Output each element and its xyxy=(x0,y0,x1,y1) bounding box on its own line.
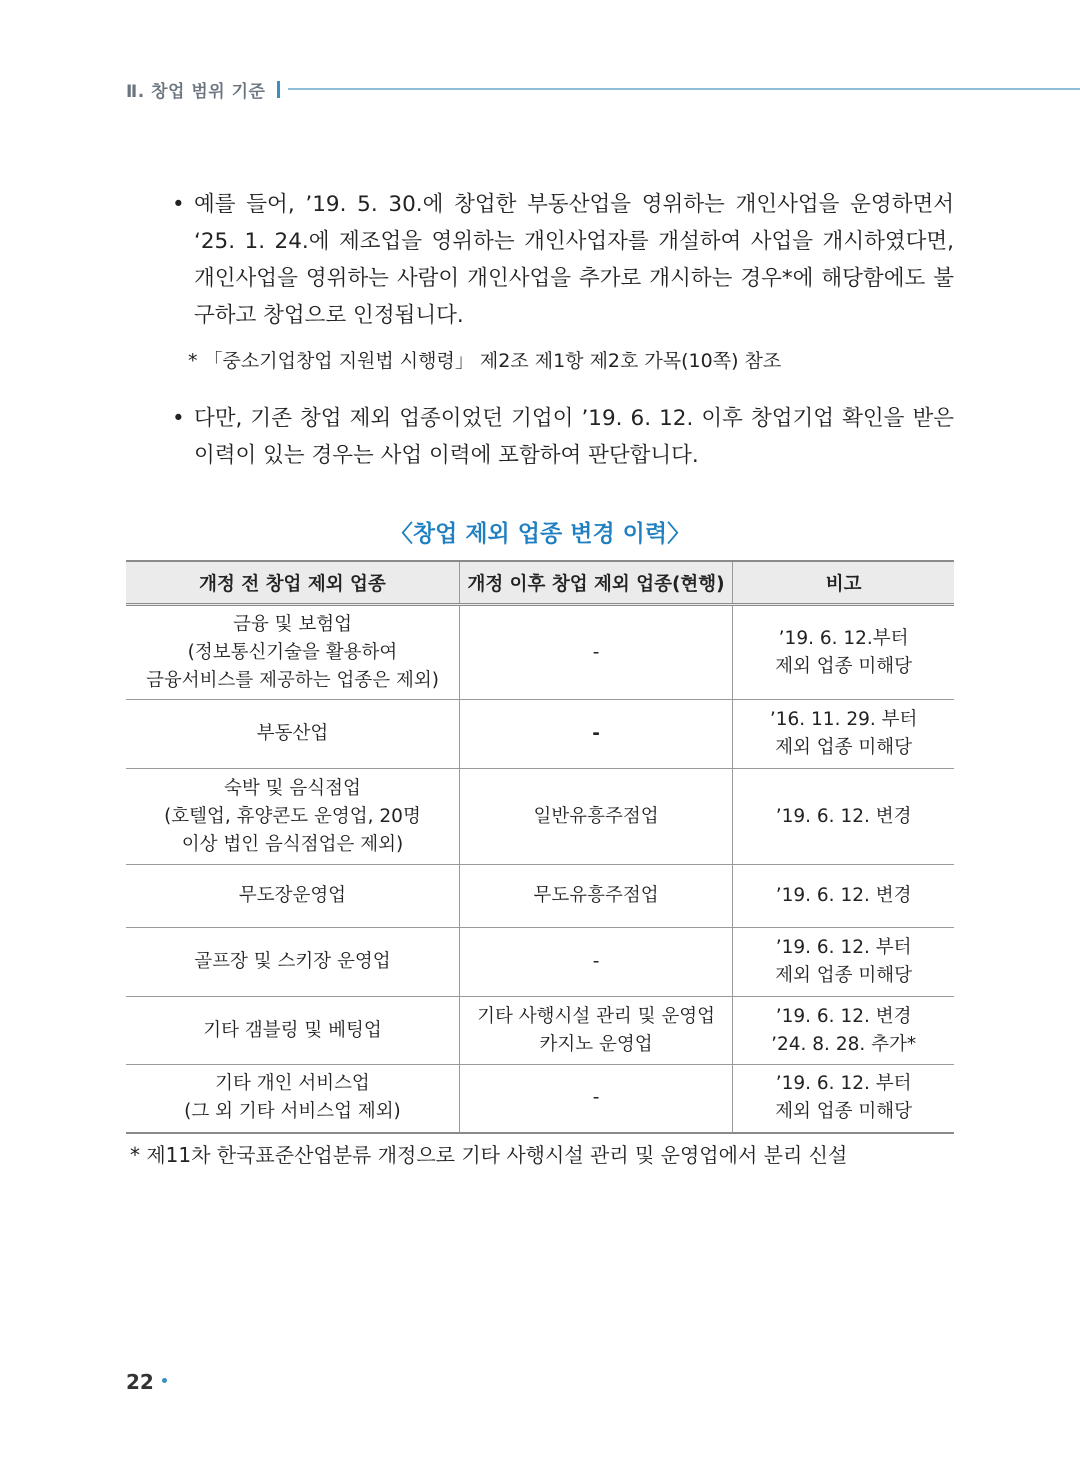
cell-line: 기타 개인 서비스업 xyxy=(215,1073,370,1095)
page-number: 22 xyxy=(126,1370,154,1394)
cell-line: 제외 업종 미해당 xyxy=(775,655,913,677)
bullet-1-text: 예를 들어, ’19. 5. 30.에 창업한 부동산업을 영위하는 개인사업을 운영하면서 ‘25. 1. 24.에 제조업을 영위하는 개인사업자를 개설하여 사업을 개시하였다면, 개인사업을 영위하는 사람이 개인사업을 추가로 개시하는 경우*에 해당함에도 불구하고 창업으로 인정됩니다. xyxy=(194,192,954,328)
cell-line: 부동산업 xyxy=(256,723,329,744)
cell-after xyxy=(459,605,732,700)
cell-line: 카지노 운영업 xyxy=(539,1033,653,1055)
header-after: 개정 이후 창업 제외 업종(현행) xyxy=(459,561,732,605)
cell-line: 일반유흥주점업 xyxy=(533,805,659,827)
cell-line: 제외 업종 미해당 xyxy=(775,965,913,986)
header-note: 비고 xyxy=(733,561,954,605)
cell-line: ’19. 6. 12. 변경 xyxy=(775,885,912,906)
cell-line: - xyxy=(592,951,600,972)
cell-before xyxy=(126,997,459,1065)
cell-line: ’24. 8. 28. 추가* xyxy=(771,1033,917,1055)
cell-line: 제외 업종 미해당 xyxy=(775,737,913,758)
cell-line: ’19. 6. 12.부터 xyxy=(778,627,909,649)
cell-line: - xyxy=(592,1087,600,1109)
cell-note xyxy=(733,769,954,865)
cell-note xyxy=(733,605,954,700)
cell-note xyxy=(733,1065,954,1133)
cell-line: 기타 갬블링 및 베팅업 xyxy=(203,1019,382,1041)
cell-after xyxy=(459,1065,732,1133)
cell-line: (그 외 기타 서비스업 제외) xyxy=(184,1101,401,1123)
cell-line: 금융서비스를 제공하는 업종은 제외) xyxy=(145,669,439,691)
cell-line: ’16. 11. 29. 부터 xyxy=(769,709,918,730)
cell-line: ’19. 6. 12. 변경 xyxy=(775,805,912,827)
cell-after xyxy=(459,700,732,769)
cell-line: (호텔업, 휴양콘도 운영업, 20명 xyxy=(164,805,421,827)
cell-line: 금융 및 보험업 xyxy=(232,613,352,635)
table-title: 〈창업 제외 업종 변경 이력〉 xyxy=(389,521,691,547)
running-header xyxy=(126,76,1080,102)
cell-note xyxy=(733,700,954,769)
bullet-2-text: 다만, 기존 창업 제외 업종이었던 기업이 ’19. 6. 12. 이후 창업기업 확인을 받은 이력이 있는 경우는 사업 이력에 포함하여 판단합니다. xyxy=(194,406,954,468)
table-row xyxy=(126,700,954,769)
cell-before xyxy=(126,605,459,700)
table-row xyxy=(126,997,954,1065)
table-row xyxy=(126,928,954,997)
cell-after xyxy=(459,997,732,1065)
cell-after xyxy=(459,769,732,865)
section-title: Ⅱ. 창업 범위 기준 xyxy=(126,81,266,102)
table-row xyxy=(126,1065,954,1133)
table-header-row xyxy=(126,561,954,605)
cell-line: - xyxy=(592,723,600,744)
cell-line: ’19. 6. 12. 부터 xyxy=(775,1073,912,1095)
cell-line: 이상 법인 음식점업은 제외) xyxy=(181,833,404,855)
header-accent-bar xyxy=(277,81,280,98)
table-row xyxy=(126,769,954,865)
table-footnote: * 제11차 한국표준산업분류 개정으로 기타 사행시설 관리 및 운영업에서 분리 신설 xyxy=(130,1143,848,1167)
cell-before xyxy=(126,865,459,928)
cell-line: - xyxy=(592,641,600,663)
cell-line: 무도유흥주점업 xyxy=(533,885,659,906)
bullet-paragraph-1 xyxy=(172,186,954,334)
cell-before xyxy=(126,928,459,997)
table-row xyxy=(126,865,954,928)
cell-line: 무도장운영업 xyxy=(238,885,347,906)
cell-after xyxy=(459,865,732,928)
table-row xyxy=(126,605,954,700)
cell-line: (정보통신기술을 활용하여 xyxy=(187,641,398,663)
cell-after xyxy=(459,928,732,997)
cell-line: ’19. 6. 12. 부터 xyxy=(775,937,912,958)
cell-line: ’19. 6. 12. 변경 xyxy=(775,1005,912,1027)
cell-before xyxy=(126,1065,459,1133)
cell-before xyxy=(126,700,459,769)
industry-change-table xyxy=(126,560,954,1134)
cell-note xyxy=(733,928,954,997)
page-dot-icon xyxy=(162,1378,167,1383)
header-rule xyxy=(288,88,1080,90)
bullet-dot-icon: • xyxy=(172,406,185,431)
cell-line: 기타 사행시설 관리 및 운영업 xyxy=(477,1005,716,1027)
cell-line: 제외 업종 미해당 xyxy=(775,1101,913,1123)
header-before: 개정 전 창업 제외 업종 xyxy=(126,561,459,605)
bullet-paragraph-2 xyxy=(172,400,954,474)
cell-line: 숙박 및 음식점업 xyxy=(224,777,361,799)
cell-before xyxy=(126,769,459,865)
cell-line: 골프장 및 스키장 운영업 xyxy=(194,951,391,972)
bullet-dot-icon: • xyxy=(172,192,185,217)
cell-note xyxy=(733,865,954,928)
reference-note: * 「중소기업창업 지원법 시행령」 제2조 제1항 제2호 가목(10쪽) 참조 xyxy=(188,350,782,372)
cell-note xyxy=(733,997,954,1065)
